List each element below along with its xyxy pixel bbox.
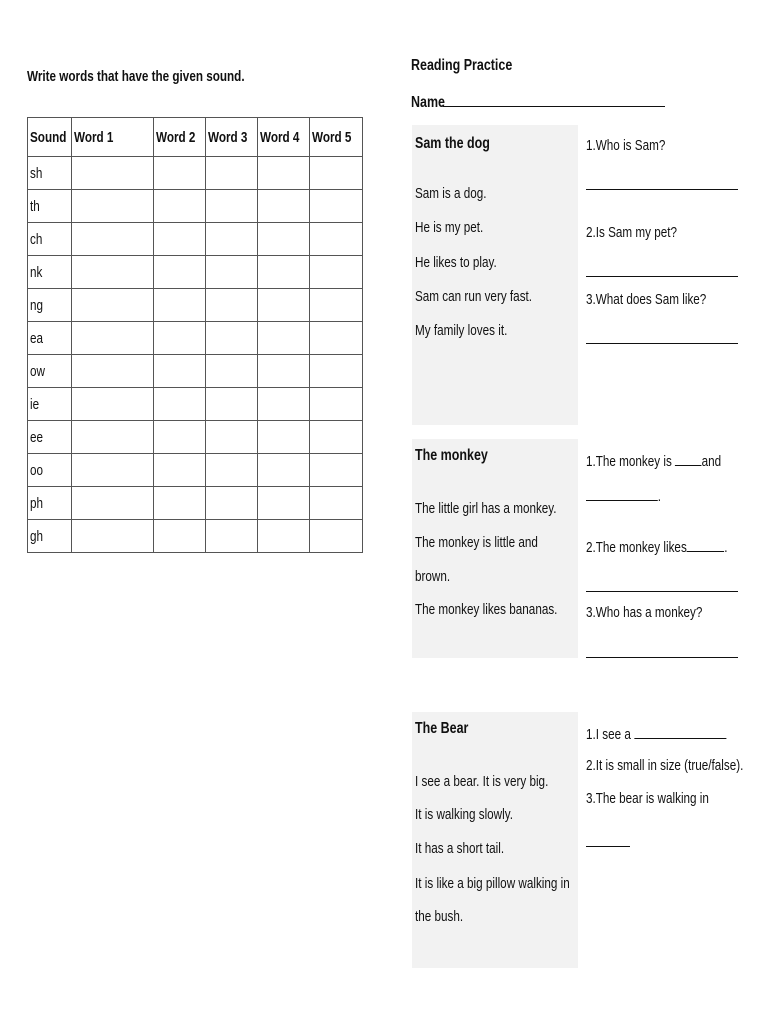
word-1-cell[interactable] [72, 487, 154, 520]
question: 2.The monkey likes . [586, 539, 728, 556]
word-4-cell[interactable] [258, 355, 310, 388]
answer-line[interactable] [586, 657, 738, 658]
word-4-cell[interactable] [258, 454, 310, 487]
word-4-cell[interactable] [258, 157, 310, 190]
header-word-2: Word 2 [154, 118, 206, 157]
word-1-cell[interactable] [72, 421, 154, 454]
word-4-cell[interactable] [258, 190, 310, 223]
word-1-cell[interactable] [72, 388, 154, 421]
word-2-cell[interactable] [154, 157, 206, 190]
sound-cell: ow [28, 355, 72, 388]
word-5-cell[interactable] [310, 487, 363, 520]
word-5-cell[interactable] [310, 322, 363, 355]
sound-cell: gh [28, 520, 72, 553]
word-1-cell[interactable] [72, 289, 154, 322]
story-box-monkey [412, 439, 578, 658]
word-3-cell[interactable] [206, 157, 258, 190]
table-row [28, 388, 363, 421]
word-5-cell[interactable] [310, 388, 363, 421]
word-1-cell[interactable] [72, 223, 154, 256]
word-3-cell[interactable] [206, 190, 258, 223]
header-sound: Sound [28, 118, 72, 157]
sound-cell: ee [28, 421, 72, 454]
word-5-cell[interactable] [310, 355, 363, 388]
question: 3.What does Sam like? [586, 291, 707, 308]
table-row [28, 487, 363, 520]
word-4-cell[interactable] [258, 223, 310, 256]
word-3-cell[interactable] [206, 322, 258, 355]
question: 2.It is small in size (true/false). [586, 757, 744, 774]
story-line: My family loves it. [415, 322, 508, 339]
story-line: I see a bear. It is very big. [415, 773, 549, 790]
question: 1.I see a [586, 724, 766, 743]
word-1-cell[interactable] [72, 520, 154, 553]
answer-blank[interactable] [634, 724, 726, 739]
sound-cell: oo [28, 454, 72, 487]
story-line: The little girl has a monkey. [415, 500, 557, 517]
word-4-cell[interactable] [258, 421, 310, 454]
question: 3.The bear is walking in [586, 790, 709, 807]
table-row [28, 421, 363, 454]
word-2-cell[interactable] [154, 322, 206, 355]
story-line: the bush. [415, 908, 464, 925]
story-title: The Bear [415, 720, 469, 737]
word-3-cell[interactable] [206, 289, 258, 322]
word-1-cell[interactable] [72, 157, 154, 190]
story-line: It is like a big pillow walking in [415, 875, 570, 892]
word-2-cell[interactable] [154, 256, 206, 289]
sound-cell: sh [28, 157, 72, 190]
story-box-bear [412, 712, 578, 968]
header-word-1: Word 1 [72, 118, 154, 157]
story-line: brown. [415, 568, 451, 585]
table-row [28, 256, 363, 289]
word-5-cell[interactable] [310, 289, 363, 322]
word-4-cell[interactable] [258, 388, 310, 421]
table-row [28, 157, 363, 190]
question: 3.Who has a monkey? [586, 604, 703, 621]
word-5-cell[interactable] [310, 520, 363, 553]
word-1-cell[interactable] [72, 256, 154, 289]
word-3-cell[interactable] [206, 256, 258, 289]
table-row [28, 223, 363, 256]
word-1-cell[interactable] [72, 322, 154, 355]
word-3-cell[interactable] [206, 223, 258, 256]
word-3-cell[interactable] [206, 355, 258, 388]
answer-line[interactable] [586, 591, 738, 592]
answer-blank[interactable] [675, 451, 702, 466]
word-2-cell[interactable] [154, 421, 206, 454]
answer-line[interactable] [586, 189, 738, 190]
word-5-cell[interactable] [310, 190, 363, 223]
word-5-cell[interactable] [310, 421, 363, 454]
word-3-cell[interactable] [206, 421, 258, 454]
reading-practice-title: Reading Practice [411, 57, 513, 74]
word-1-cell[interactable] [72, 355, 154, 388]
story-line: Sam is a dog. [415, 185, 487, 202]
word-2-cell[interactable] [154, 487, 206, 520]
question: 2.Is Sam my pet? [586, 224, 678, 241]
phonics-title: Write words that have the given sound. [27, 68, 245, 85]
word-5-cell[interactable] [310, 223, 363, 256]
story-line: He likes to play. [415, 254, 497, 271]
word-4-cell[interactable] [258, 487, 310, 520]
header-word-5: Word 5 [310, 118, 363, 157]
table-row [28, 322, 363, 355]
table-header-row [28, 118, 363, 157]
word-2-cell[interactable] [154, 223, 206, 256]
story-title: The monkey [415, 447, 488, 464]
header-word-3: Word 3 [206, 118, 258, 157]
word-5-cell[interactable] [310, 454, 363, 487]
word-4-cell[interactable] [258, 256, 310, 289]
header-word-4: Word 4 [258, 118, 310, 157]
story-line: He is my pet. [415, 219, 484, 236]
word-2-cell[interactable] [154, 289, 206, 322]
word-2-cell[interactable] [154, 355, 206, 388]
sound-table [27, 117, 363, 553]
word-3-cell[interactable] [206, 487, 258, 520]
answer-line[interactable] [586, 343, 738, 344]
name-underline[interactable] [443, 90, 665, 107]
answer-blank[interactable] [586, 486, 658, 501]
table-row [28, 190, 363, 223]
table-row [28, 520, 363, 553]
answer-blank[interactable] [687, 537, 724, 552]
word-1-cell[interactable] [72, 454, 154, 487]
word-1-cell[interactable] [72, 190, 154, 223]
sound-cell: ng [28, 289, 72, 322]
sound-cell: nk [28, 256, 72, 289]
sound-cell: ie [28, 388, 72, 421]
story-line: It has a short tail. [415, 840, 505, 857]
question: 1.The monkey is and [586, 453, 722, 470]
sound-cell: ea [28, 322, 72, 355]
word-3-cell[interactable] [206, 388, 258, 421]
word-4-cell[interactable] [258, 289, 310, 322]
story-line: It is walking slowly. [415, 806, 513, 823]
sound-cell: ph [28, 487, 72, 520]
word-2-cell[interactable] [154, 520, 206, 553]
table-row [28, 355, 363, 388]
sound-cell: ch [28, 223, 72, 256]
answer-line[interactable] [586, 276, 738, 277]
story-title: Sam the dog [415, 135, 490, 152]
answer-line[interactable] [586, 846, 630, 847]
table-row [28, 454, 363, 487]
sound-cell: th [28, 190, 72, 223]
word-5-cell[interactable] [310, 256, 363, 289]
word-4-cell[interactable] [258, 322, 310, 355]
story-line: Sam can run very fast. [415, 288, 533, 305]
question-continued: . [586, 486, 682, 505]
word-3-cell[interactable] [206, 454, 258, 487]
word-2-cell[interactable] [154, 454, 206, 487]
word-4-cell[interactable] [258, 520, 310, 553]
word-3-cell[interactable] [206, 520, 258, 553]
question: 1.Who is Sam? [586, 137, 666, 154]
word-2-cell[interactable] [154, 190, 206, 223]
name-field[interactable]: Name [411, 90, 665, 112]
table-row [28, 289, 363, 322]
word-2-cell[interactable] [154, 388, 206, 421]
story-line: The monkey likes bananas. [415, 601, 558, 618]
word-5-cell[interactable] [310, 157, 363, 190]
story-line: The monkey is little and [415, 534, 538, 551]
story-box-sam [412, 125, 578, 425]
